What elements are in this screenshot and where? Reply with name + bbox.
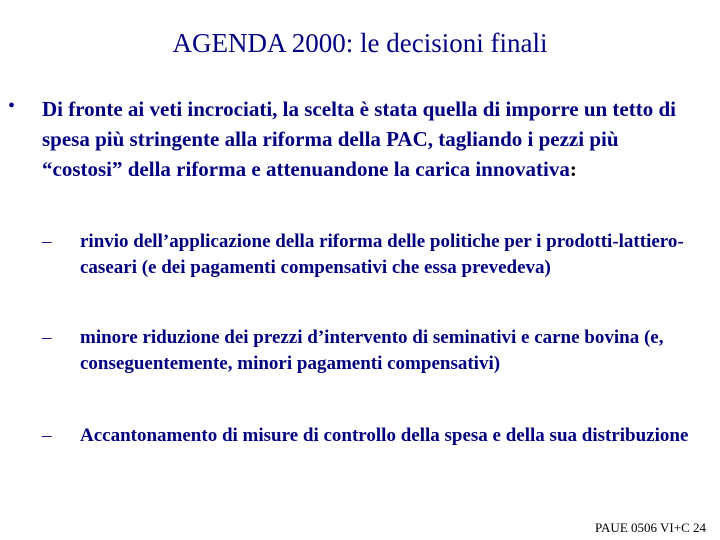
main-bullet-colon: : [569,157,577,181]
slide-footer: PAUE 0506 VI+C 24 [595,520,706,535]
dash-icon: – [42,327,52,348]
sub-item-3-text: Accantonamento di misure di controllo della spesa e della sua distribuzione [80,425,689,446]
sub-item-2-text: minore riduzione dei prezzi d’intervento di seminativi e carne bovina (e, conseguentemente, minori pagamenti compensativi) [80,327,664,374]
dash-icon: – [42,231,52,252]
slide-title: AGENDA 2000: le decisioni finali [172,28,548,58]
dash-icon: – [42,425,52,446]
sub-item-1-text: rinvio dell’applicazione della riforma delle politiche per i prodotti-lattiero-caseari (e dei pagamenti compensativi che essa prevedeva) [80,231,684,278]
bullet-dot-icon: • [8,95,16,117]
main-bullet-text-block [42,94,692,184]
main-bullet-text: Di fronte ai veti incrociati, la scelta è stata quella di imporre un tetto di spesa più stringente alla riforma della PAC, tagliando i pezzi più “costosi” della riforma e attenuandone la carica innovativa [42,97,676,181]
